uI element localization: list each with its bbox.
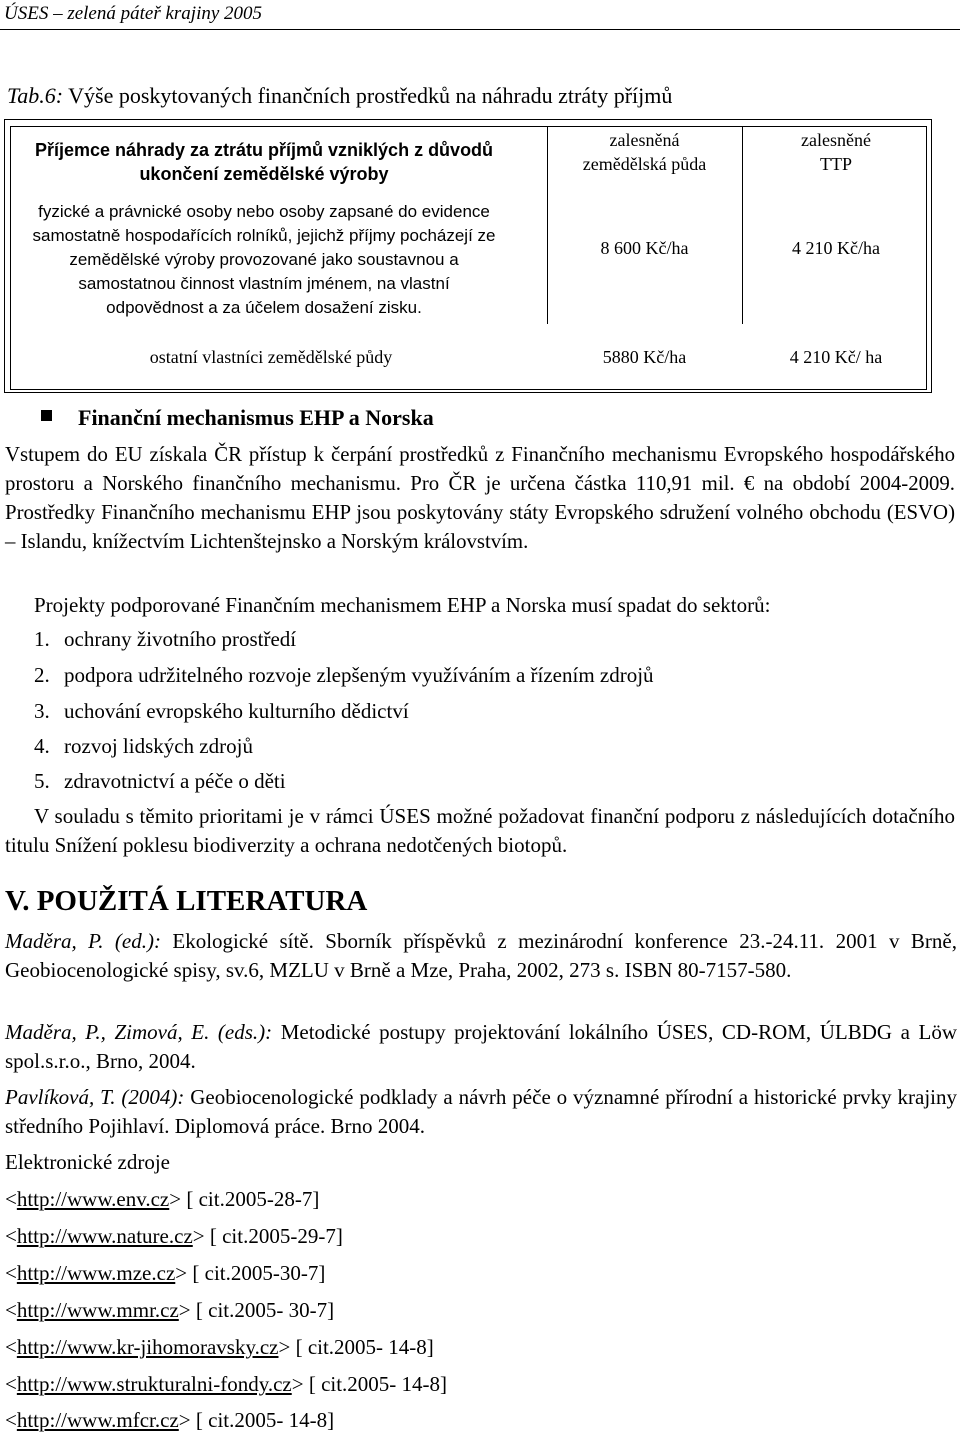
table-divider-2	[742, 126, 743, 324]
table-caption-label: Tab.6:	[7, 83, 64, 108]
section-title	[40, 403, 434, 433]
section-paragraph-3: V souladu s těmito prioritami je v rámci ÚSES možné požadovat finanční podporu z následujících dotačního titulu Snížení poklesu biodiverzity a ochrana nedotčených biotopů.	[5, 804, 955, 857]
web-reference: <http://www.env.cz> [ cit.2005-28-7]	[5, 1187, 320, 1211]
section-paragraph-2: Projekty podporované Finančním mechanismem EHP a Norska musí spadat do sektorů:	[34, 593, 771, 617]
list-item	[34, 732, 253, 761]
citation-date: [ cit.2005-29-7]	[204, 1224, 343, 1248]
col1-header-line: ukončení zemědělské výroby	[139, 164, 389, 184]
reference-entry	[5, 927, 957, 985]
list-item-text: zdravotnictví a péče o děti	[64, 769, 286, 793]
running-header-text: ÚSES – zelená páteř krajiny 2005	[4, 3, 263, 24]
list-item	[34, 661, 654, 690]
row2-col3: 4 210 Kč/ ha	[789, 347, 883, 367]
citation-date: [ cit.2005-30-7]	[187, 1261, 326, 1285]
web-link[interactable]: http://www.nature.cz	[16, 1224, 193, 1248]
list-item	[34, 697, 409, 726]
web-reference: <http://www.mze.cz> [ cit.2005-30-7]	[5, 1261, 326, 1285]
row1-label-line: odpovědnost a za účelem dosažení zisku.	[106, 298, 422, 317]
list-item-text: ochrany životního prostředí	[64, 627, 297, 651]
citation-date: [ cit.2005- 14-8]	[303, 1372, 448, 1396]
row1-label-line: samostatně hospodařících rolníků, jejichž příjmy pocházejí ze	[32, 226, 496, 245]
col3-header-line: TTP	[819, 154, 852, 174]
literature-heading: V. POUŽITÁ LITERATURA	[5, 885, 368, 917]
list-item-text: uchování evropského kulturního dědictví	[64, 699, 409, 723]
web-link[interactable]: http://www.kr-jihomoravsky.cz	[16, 1335, 279, 1359]
web-reference: <http://www.nature.cz> [ cit.2005-29-7]	[5, 1224, 343, 1248]
col2-header	[547, 128, 742, 176]
web-reference: <http://www.kr-jihomoravsky.cz> [ cit.2005- 14-8]	[5, 1335, 434, 1359]
web-reference: <http://www.strukturalni-fondy.cz> [ cit.2005- 14-8]	[5, 1372, 448, 1396]
row2-col2: 5880 Kč/ha	[602, 347, 687, 367]
col1-header-line: Příjemce náhrady za ztrátu příjmů vzniklých z důvodů	[34, 140, 494, 160]
row1-col3: 4 210 Kč/ha	[792, 238, 880, 258]
row1-label-line: zemědělské výroby provozované jako soustavnou a	[69, 250, 459, 269]
list-item	[34, 767, 286, 796]
reference-author: Maděra, P., Zimová, E. (eds.):	[5, 1020, 273, 1044]
section-paragraph-1: Vstupem do EU získala ČR přístup k čerpání prostředků z Finančního mechanismu Evropského hospodářského prostoru a Norského finančního mechanismu. Pro ČR je určena částka 110,91 mil. € na období 2004-2009. Prostředky Finančního mechanismu EHP jsou poskytovány státy Evropského sdružení volného obchodu (ESVO) – Islandu, knížectvím Lichtenštejnsko a Norským královstvím.	[5, 443, 955, 553]
col1-header	[14, 138, 514, 186]
reference-entry	[5, 1083, 957, 1141]
web-link[interactable]: http://www.mfcr.cz	[16, 1408, 179, 1432]
web-link[interactable]: http://www.strukturalni-fondy.cz	[16, 1372, 292, 1396]
running-header	[0, 0, 960, 30]
section-title-text: Finanční mechanismus EHP a Norska	[78, 405, 434, 430]
reference-text: Metodické postupy projektování lokálního ÚSES, CD-ROM, ÚLBDG a Löw spol.s.r.o., Brno, 2004.	[5, 1020, 957, 1073]
table-caption-text: Výše poskytovaných finančních prostředků na náhradu ztráty příjmů	[63, 83, 673, 108]
list-item-number: 5.	[34, 769, 50, 793]
col2-header-line: zalesněná	[609, 130, 680, 150]
reference-text: Ekologické sítě. Sborník příspěvků z mezinárodní konference 23.-24.11. 2001 v Brně, Geobiocenologické spisy, sv.6, MZLU v Brně a Mze, Praha, 2002, 273 s. ISBN 80-7157-580.	[5, 929, 957, 982]
row1-label-line: samostatnou činnost vlastním jménem, na vlastní	[78, 274, 450, 293]
citation-date: [ cit.2005-28-7]	[181, 1187, 320, 1211]
reference-author: Maděra, P. (ed.):	[5, 929, 161, 953]
web-reference: <http://www.mmr.cz> [ cit.2005- 30-7]	[5, 1298, 335, 1322]
list-item-text: rozvoj lidských zdrojů	[64, 734, 253, 758]
col3-header	[745, 128, 927, 176]
list-item-number: 1.	[34, 627, 50, 651]
web-reference: <http://www.mfcr.cz> [ cit.2005- 14-8]	[5, 1408, 335, 1432]
web-link[interactable]: http://www.mze.cz	[16, 1261, 176, 1285]
row2-label: ostatní vlastníci zemědělské půdy	[149, 347, 393, 367]
electronic-sources-heading: Elektronické zdroje	[5, 1150, 171, 1174]
table-caption	[7, 83, 672, 109]
row1-label-line: fyzické a právnické osoby nebo osoby zapsané do evidence	[38, 202, 490, 221]
col3-header-line: zalesněné	[801, 130, 871, 150]
citation-date: [ cit.2005- 14-8]	[190, 1408, 335, 1432]
citation-date: [ cit.2005- 14-8]	[290, 1335, 434, 1359]
col2-header-line: zemědělská půda	[582, 154, 707, 174]
list-item	[34, 625, 296, 654]
reference-text: Geobiocenologické podklady a návrh péče o významné přírodní a historické prvky krajiny středního Pojihlaví. Diplomová práce. Brno 2004.	[5, 1085, 957, 1138]
row1-label	[14, 200, 514, 320]
list-item-text: podpora udržitelného rozvoje zlepšeným využíváním a řízením zdrojů	[64, 663, 654, 687]
list-item-number: 4.	[34, 734, 50, 758]
web-link[interactable]: http://www.env.cz	[16, 1187, 170, 1211]
web-link[interactable]: http://www.mmr.cz	[16, 1298, 179, 1322]
row1-col2: 8 600 Kč/ha	[600, 238, 689, 258]
reference-entry	[5, 1018, 957, 1076]
list-item-number: 3.	[34, 699, 50, 723]
list-item-number: 2.	[34, 663, 50, 687]
reference-author: Pavlíková, T. (2004):	[5, 1085, 185, 1109]
citation-date: [ cit.2005- 30-7]	[190, 1298, 335, 1322]
